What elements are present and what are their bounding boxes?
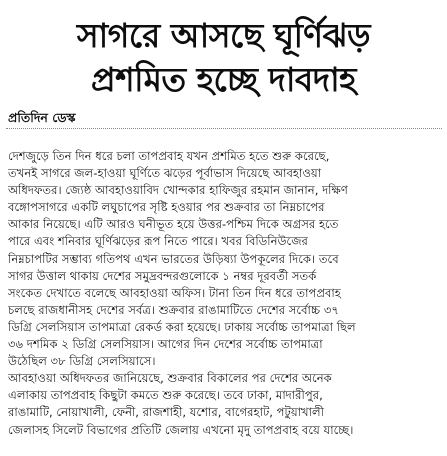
body-line: রাঙামাটি, নোয়াখালী, ফেনী, রাজশাহী, যশোর, বাগেরহাট, পটুয়াখালী [8, 405, 324, 420]
body-line: নিম্নচাপটির সম্ভাব্য গতিপথ এখন ভারতের উড়িষ্যা উপকূলের দিকে। তবে [8, 251, 339, 266]
body-line: জেলাসহ সিলেট বিভাগের প্রতিটি জেলায় এখনো মৃদু তাপপ্রবাহ বয়ে যাচ্ছে। [8, 422, 354, 437]
body-line: উঠেছিল ৩৮ ডিগ্রি সেলসিয়াসে। [8, 354, 156, 369]
body-line: ৩৬ দশমিক ২ ডিগ্রি সেলসিয়াস। আগের দিন দেশের সর্বোচ্চ তাপমাত্রা [8, 337, 323, 352]
body-line: আকার নিয়েছে। এটি আরও ঘনীভূত হয়ে উত্তর-পশ্চিম দিকে অগ্রসর হতে [8, 217, 339, 232]
body-line: ডিগ্রি সেলসিয়াস তাপমাত্রা রেকর্ড করা হয়েছে। ঢাকায় সর্বোচ্চ তাপমাত্রা ছিল [8, 319, 356, 334]
body-line: তখনই সাগরে জল-হাওয়া ঘূর্ণিতে ঝড়ের পূর্বাভাস দিয়েছে আবহাওয়া [8, 166, 322, 181]
body-line: সাগর উত্তাল থাকায় দেশের সমুদ্রবন্দরগুলোকে ১ নম্বর দূরবর্তী সতর্ক [8, 268, 317, 283]
article-body [8, 148, 444, 439]
headline-line-1: সাগরে আসছে ঘূর্ণিঝড় [76, 16, 371, 55]
byline-divider [6, 128, 442, 129]
body-line: আবহাওয়া অধিদফতর জানিয়েছে, শুক্রবার বিকালের পর দেশের অনেক [8, 371, 332, 386]
body-line: দেশজুড়ে তিন দিন ধরে চলা তাপপ্রবাহ যখন প্রশমিত হতে শুরু করেছে, [8, 149, 330, 163]
headline-line-2: প্রশমিত হচ্ছে দাবদাহ [90, 60, 356, 99]
body-line: চলছে রাজধানীসহ দেশের সর্বত্র। শুক্রবার রাঙামাটিতে দেশের সর্বোচ্চ ৩৭ [8, 302, 339, 317]
body-line: এলাকায় তাপপ্রবাহ কিছুটা কমতে শুরু করেছে। তবে ঢাকা, মাদারীপুর, [8, 388, 323, 403]
body-line: সংকেত দেখাতে বলেছে আবহাওয়া অফিস। টানা তিন দিন ধরে তাপপ্রবাহ [8, 285, 341, 300]
body-line: বঙ্গোপসাগরে একটি লঘুচাপের সৃষ্টি হওয়ার পর শুক্রবার তা নিম্নচাপের [8, 200, 325, 215]
body-line: পারে এবং শনিবার ঘূর্ণিঝড়ের রূপ নিতে পারে। খবর বিডিনিউজের [8, 234, 308, 249]
byline: প্রতিদিন ডেস্ক [8, 110, 76, 125]
body-line: অধিদফতর। জ্যেষ্ঠ আবহাওয়াবিদ খোন্দকার হাফিজুর রহমান জানান, দক্ষিণ [8, 183, 348, 198]
